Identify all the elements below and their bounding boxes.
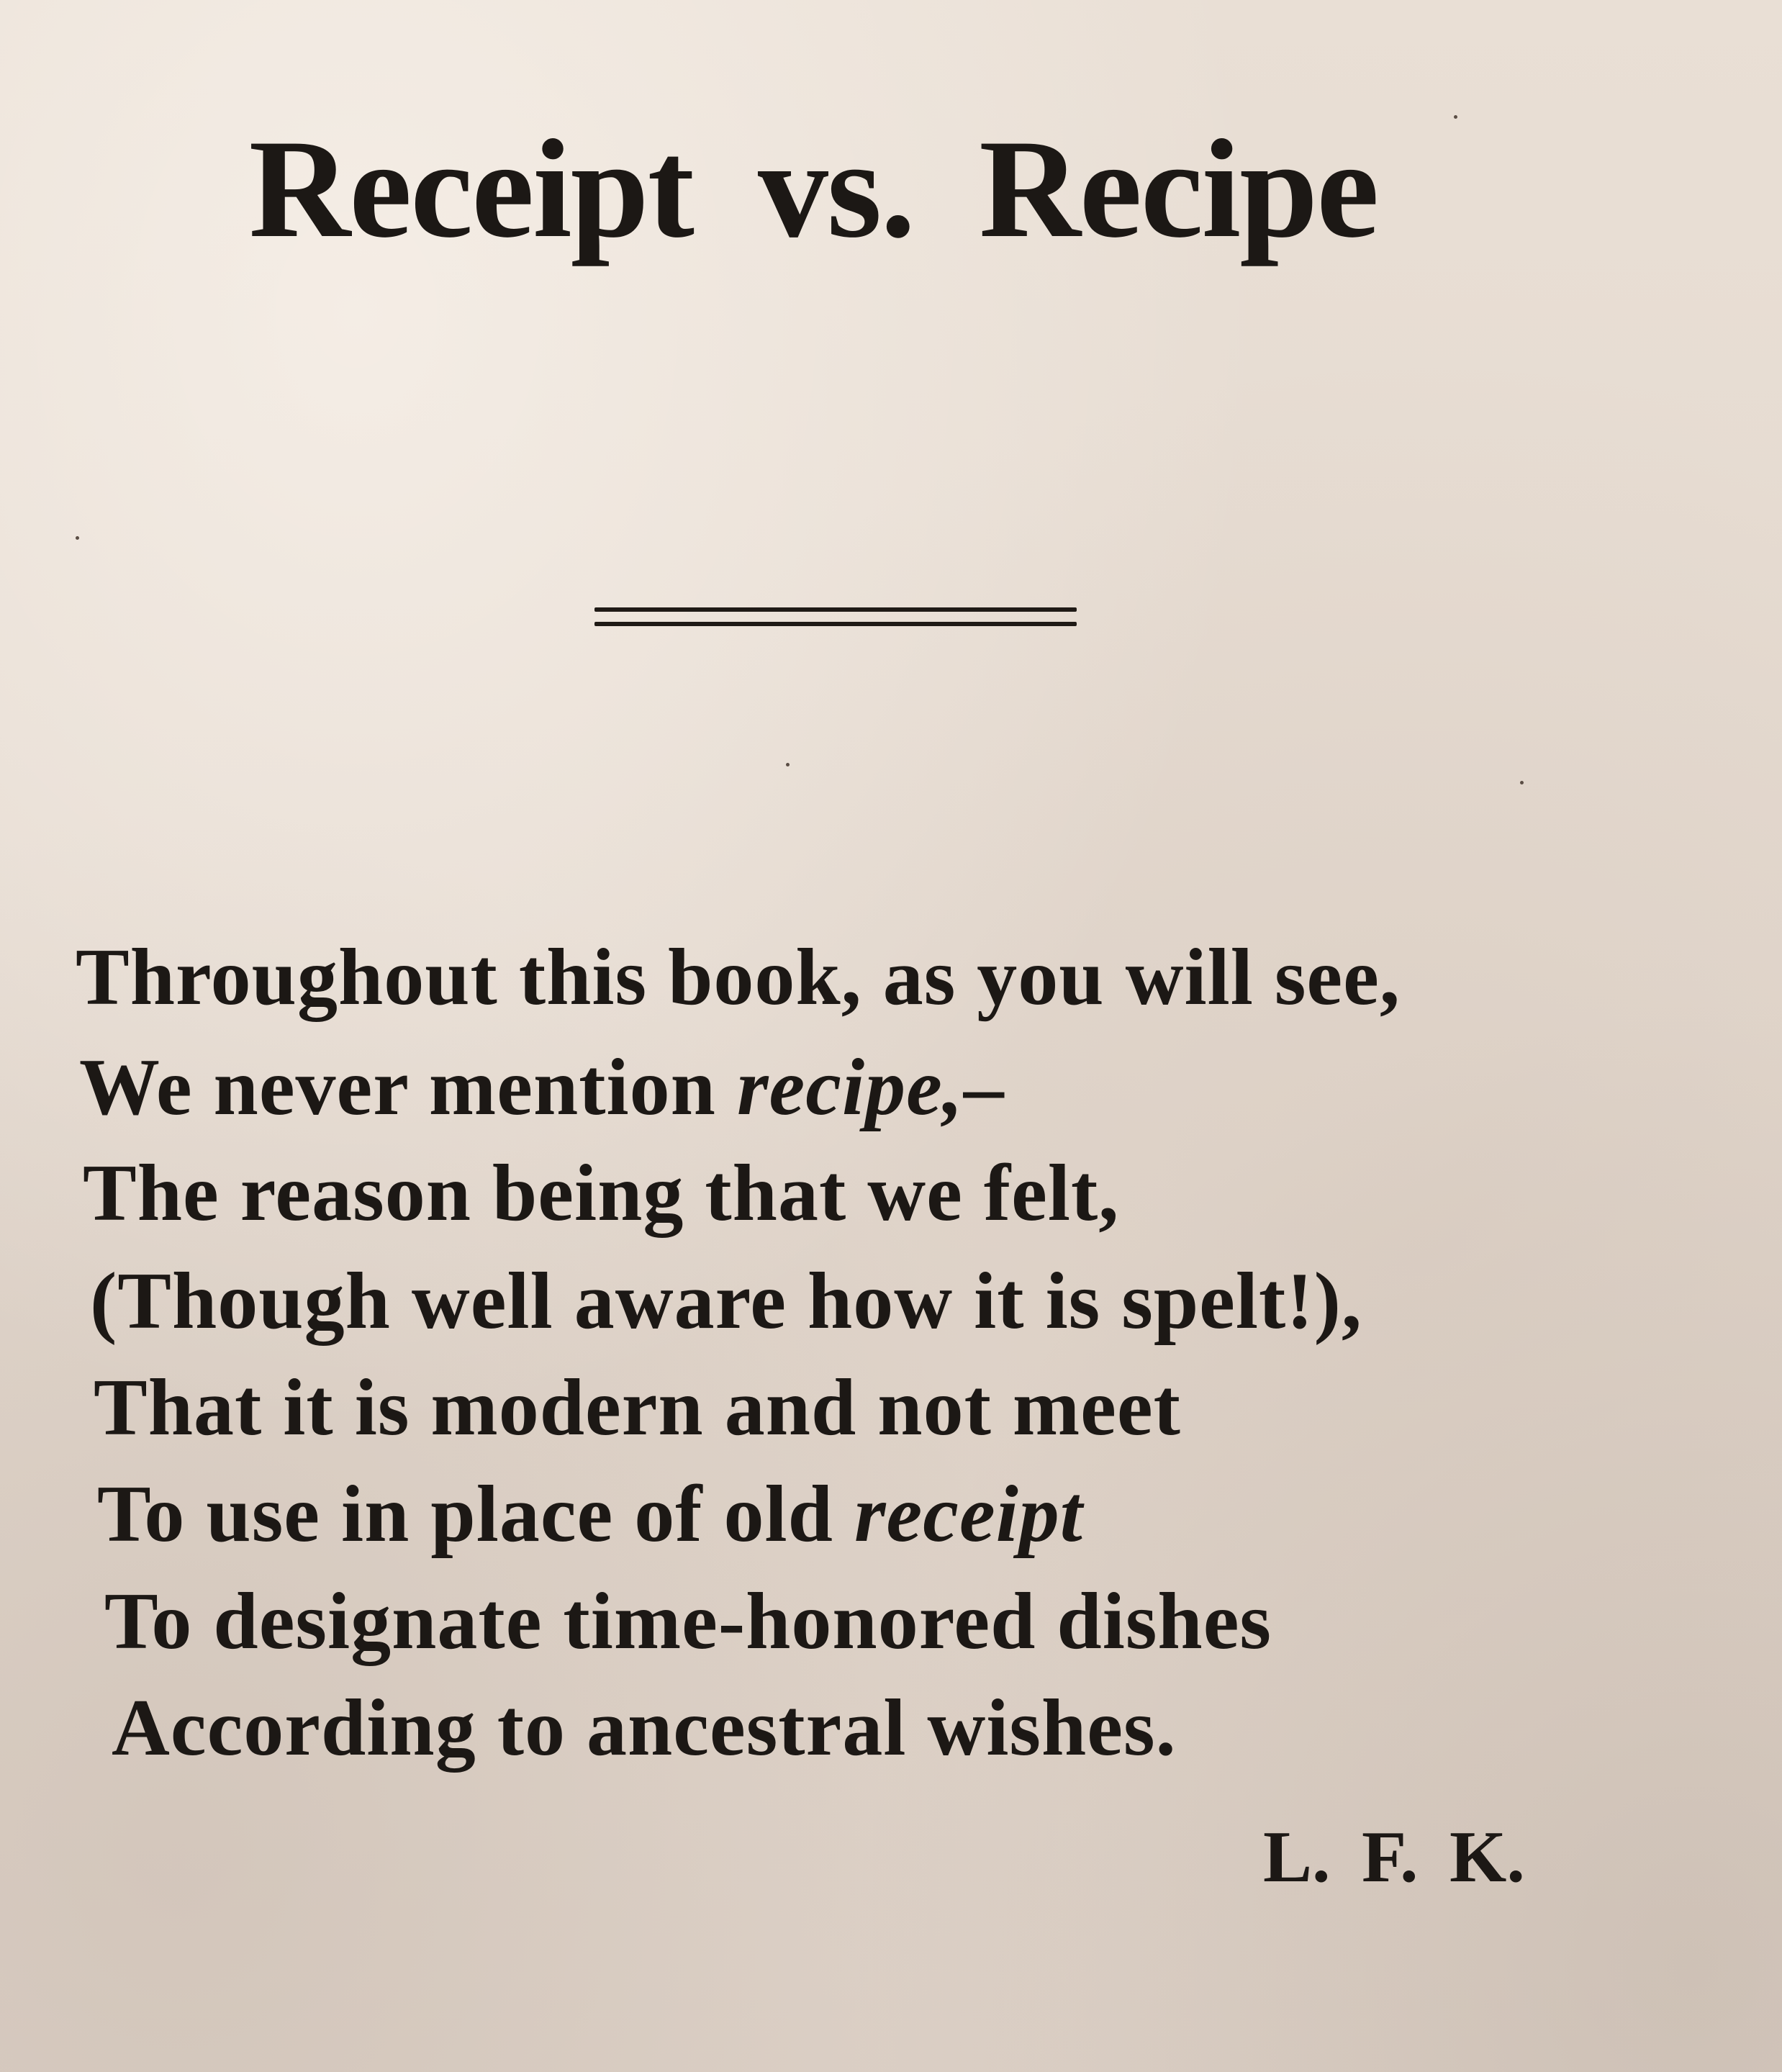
- poem-line-2-text: We never mention: [79, 1043, 737, 1132]
- paper-speck: [1520, 781, 1524, 784]
- poem-line-2: [79, 1043, 1005, 1132]
- poem-line-2-italic-word: recipe,: [736, 1043, 964, 1132]
- poem-line-6-text: To use in place of old: [97, 1470, 854, 1559]
- poem-line-2-dash: –: [963, 1043, 1005, 1132]
- poem-line-5: That it is modern and not meet: [94, 1363, 1181, 1452]
- title-word-recipe: Recipe: [979, 111, 1378, 267]
- title-word-vs: vs.: [757, 111, 915, 267]
- paper-speck: [786, 763, 790, 766]
- poem-line-7: To designate time-honored dishes: [104, 1577, 1272, 1666]
- poem-line-4: (Though well aware how it is spelt!),: [90, 1257, 1362, 1346]
- poem-line-6-italic-word: receipt: [854, 1470, 1083, 1559]
- title-word-receipt: Receipt: [248, 111, 693, 267]
- poem-line-3: The reason being that we felt,: [83, 1149, 1120, 1238]
- poem-line-1: Throughout this book, as you will see,: [76, 933, 1401, 1022]
- paper-speck: [1454, 115, 1457, 119]
- paper-speck: [76, 536, 79, 540]
- poem-line-6: [97, 1470, 1083, 1559]
- poem-line-8: According to ancestral wishes.: [112, 1683, 1177, 1773]
- author-initials: L. F. K.: [1263, 1817, 1525, 1898]
